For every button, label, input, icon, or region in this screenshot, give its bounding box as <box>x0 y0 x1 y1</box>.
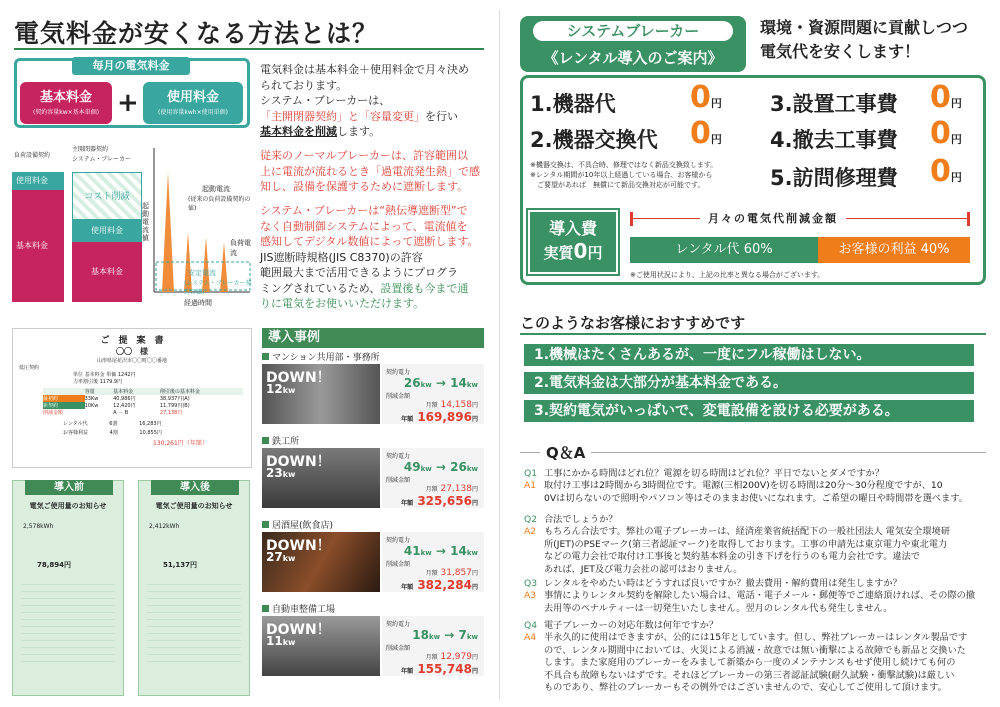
cost-item <box>770 124 898 154</box>
yen-unit: 円 <box>950 171 962 184</box>
case-label: マンション共用部・事務所 <box>262 352 484 364</box>
paragraph-line: 範囲最大まで活用できるようにプログラ <box>260 266 458 279</box>
proposal-cell: 10,855円 <box>139 430 162 436</box>
kw-to: 14 <box>450 544 467 558</box>
down-kw-value: 27 <box>266 550 283 564</box>
proposal-cell: 12,420円 <box>113 403 136 409</box>
down-label: DOWN！ <box>266 454 331 470</box>
question-text: 電子ブレーカーの対応年数は何年ですか？ <box>544 620 719 631</box>
cost-value <box>690 80 722 115</box>
monthly-cut-label: 月々の電気代削減金額 <box>700 210 846 226</box>
paragraph-text: ミングされているため、 <box>260 281 381 295</box>
eco-line1: 環境・資源問題に貢献しつつ <box>760 18 969 37</box>
usage-fee-pill <box>143 82 243 124</box>
case-info <box>382 364 484 424</box>
proposal-cell: 基本料金 <box>84 372 105 378</box>
case-item <box>262 436 484 508</box>
kw-unit: kw <box>420 381 432 389</box>
intro-real-label: 実質 <box>543 244 574 262</box>
reduction-label: 削減金額 <box>386 393 411 400</box>
year-label: 年額 <box>401 584 414 591</box>
load-current-label: 負荷電流 <box>230 239 251 257</box>
month-value: 31,857 <box>440 568 472 578</box>
proposal-table <box>43 388 243 416</box>
down-label: DOWN！ <box>266 622 331 638</box>
q-key: Q4 <box>524 620 538 631</box>
case-info <box>382 616 484 676</box>
q-key: Q1 <box>524 468 538 479</box>
proposal-annual: 130,261円 <box>153 440 184 447</box>
proposal-cell: 11,799円(B) <box>159 403 190 409</box>
diagram-col1-label: 負荷設備契約 <box>14 152 51 159</box>
down-label: DOWN！ <box>266 370 331 386</box>
case-item <box>262 604 484 676</box>
case-label: 居酒屋(飲食店) <box>262 520 484 532</box>
answer-line: 0Vは切らないので照明やパソコン等はそのままお使いになれます。ご希望の曜日や時間帯を選べます。 <box>544 492 968 504</box>
intro-fee-box <box>528 210 618 274</box>
question-text: レンタルをやめたい時はどうすれば良いですか？撤去費用・解約費用は発生しますか？ <box>544 578 902 589</box>
note-line: ご要望があれば 無償にて新品交換対応が可能です。 <box>530 181 705 189</box>
rental-share-bar: レンタル代 60% <box>630 237 818 263</box>
bill-before-tag: 導入前 <box>25 480 113 495</box>
bill-after <box>138 480 250 696</box>
proposal-cell: 最初約 <box>43 395 85 402</box>
down-kw-unit: kw <box>282 386 296 395</box>
paragraph-line: 感知してデジタル数値によって遮断します。 <box>260 235 479 248</box>
reduction-label: 削減金額 <box>386 561 411 568</box>
proposal-document <box>12 328 252 468</box>
recommend-item: 3.契約電気がいっぱいで、変電設備を設ける必要がある。 <box>524 400 974 422</box>
recommend-rule <box>520 333 986 335</box>
answer-line: ので、レンタル期間中においては、火災による消滅・故意では無い衝撃による故障でも新品と交換いた <box>544 644 966 656</box>
proposal-cell: 削減金額 <box>43 410 64 416</box>
proposal-address: 山形県尾花沢市〇〇町〇〇番地 <box>96 358 167 364</box>
monthly-cut-header <box>630 208 970 230</box>
answer-line: などの電力会社で取付け工事後と契約基本料金の引き下げを行うのも電力会社です。違法で <box>544 551 920 563</box>
proposal-header: 容量 <box>84 389 95 395</box>
eco-heading <box>760 16 968 64</box>
proposal-cell: 27,138円 <box>159 410 183 416</box>
kw-arrow: → <box>435 376 446 390</box>
proposal-header: 削引後の基本料金 <box>159 389 200 395</box>
startup-axis-label: 起動電流値 <box>142 202 149 242</box>
answer-line: 事情によりレンタル契約を解除したい場合は、電話・電子メール・郵便等でご連絡頂ければ、その際の撤 <box>544 590 976 602</box>
proposal-name: 〇〇 様 <box>116 347 148 356</box>
proposal-annual-unit: （年額） <box>183 440 208 447</box>
case-label: 自動車整備工場 <box>262 604 484 616</box>
intro-text: を行い <box>425 109 458 123</box>
case-label: 鉄工所 <box>262 436 484 448</box>
kw-from: 18 <box>412 628 429 642</box>
intro-red-text: 「主開閉器契約」と「容量変更」 <box>260 109 425 123</box>
question-text: 合法でしょうか？ <box>544 514 618 525</box>
qa-item-3 <box>524 578 984 615</box>
badge-line1: システムブレーカー <box>533 21 733 41</box>
case-photo <box>262 616 478 676</box>
cost-label: 2.機器交換代 <box>530 128 658 152</box>
intro-yen: 円 <box>587 244 603 262</box>
yen-unit: 円 <box>471 486 478 493</box>
answer-line: 去用等のペナルティーは一切発生いたしません。翌月のレンタル代も発生しません。 <box>544 602 893 614</box>
ratio-note: ※ご使用状況により、上記の比率と異なる場合がございます。 <box>630 271 825 279</box>
kw-arrow: → <box>435 460 446 474</box>
zero-value: 0 <box>690 116 711 151</box>
answer-line: あれば、JET及び電力会社の認可はおりません。 <box>544 563 743 575</box>
year-label: 年額 <box>401 500 414 507</box>
q-key: Q2 <box>524 514 538 525</box>
case-photo <box>262 448 478 508</box>
yen-unit: 円 <box>471 584 478 591</box>
startup-current-sub: (従来の負荷設備契約の値) <box>188 196 251 212</box>
title-rule <box>14 48 484 50</box>
down-kw-value: 12 <box>266 382 283 396</box>
profit-share-bar: お客様の利益 40% <box>818 237 970 263</box>
proposal-cell: 38,937円(A) <box>159 396 190 402</box>
month-label: 月額 <box>425 402 438 409</box>
a-key: A1 <box>524 480 537 492</box>
safe-current-label: 安定電流 <box>188 269 216 277</box>
kw-from: 26 <box>403 376 421 390</box>
case-photo <box>262 532 478 592</box>
normal-breaker-paragraph <box>260 148 490 195</box>
cost-label: 3.設置工事費 <box>770 92 898 116</box>
proposal-cell: 10Kw <box>84 402 99 409</box>
system-breaker-paragraph <box>260 203 490 312</box>
zero-value: 0 <box>690 80 711 115</box>
kw-to: 26 <box>450 460 467 474</box>
intro-line: 電気料金は基本料金＋使用料金で月々決め <box>260 63 469 76</box>
cost-item <box>770 162 898 192</box>
cost-value <box>930 116 962 151</box>
note-line: ※レンタル期間が10年以上経過している場合、お客様から <box>530 171 713 179</box>
yen-unit: 円 <box>950 97 962 110</box>
zero-value: 0 <box>930 116 951 151</box>
bill-after-tag: 導入後 <box>151 480 239 495</box>
kw-arrow: → <box>435 544 446 558</box>
case-info <box>382 532 484 592</box>
yen-unit: 円 <box>950 133 962 146</box>
down-kw-value: 23 <box>266 466 283 480</box>
intro-line: られております。 <box>260 78 348 92</box>
proposal-title: ご 提 案 書 <box>100 336 164 346</box>
answer-line: 取付け工事は2時間から3時間位です。電源(三相200V)を切る時間は20分～30分程度ですが、10 <box>544 480 943 492</box>
year-label: 年額 <box>401 668 414 675</box>
cost-label: 4.撤去工事費 <box>770 128 898 152</box>
kw-unit: kw <box>420 549 432 557</box>
reduction-label: 削減金額 <box>386 645 411 652</box>
time-axis-label: 経過時間 <box>184 299 212 307</box>
diagram-basic-block-2: 基本料金 <box>72 242 142 302</box>
contract-label: 契約電力 <box>386 453 411 460</box>
diagram-col2a-label: 主開閉器契約 <box>72 146 109 153</box>
year-value: 382,284 <box>417 578 472 592</box>
yen-unit: 円 <box>471 570 478 577</box>
a-key: A3 <box>524 590 537 602</box>
answer-line: 所(JET)のPSEマーク(第三者認証マーク)を取得しております。工事の申請先は東京電力や東北電力 <box>544 538 948 550</box>
diagram-basic-block: 基本料金 <box>12 190 64 302</box>
month-label: 月額 <box>425 654 438 661</box>
kw-unit: kw <box>466 381 478 389</box>
case-item <box>262 352 484 424</box>
yen-unit: 円 <box>471 500 478 507</box>
down-label: DOWN！ <box>266 538 331 554</box>
zero-value: 0 <box>930 80 951 115</box>
cases-heading: 導入事例 <box>262 328 484 348</box>
yen-unit: 円 <box>471 402 478 409</box>
system-breaker-badge <box>520 16 746 72</box>
qa-heading: Q＆A <box>540 442 591 463</box>
answer-line: します。また家庭用のブレーカーをみまして新築から一度のメンテナンスもせず使用し続けても何の <box>544 657 956 669</box>
qa-item-2 <box>524 514 984 576</box>
diagram-usage-block: 使用料金 <box>12 172 64 190</box>
kw-from: 49 <box>403 460 421 474</box>
cost-value <box>690 116 722 151</box>
yen-unit: 円 <box>710 133 722 146</box>
cost-item <box>530 88 616 118</box>
kw-unit: kw <box>420 465 432 473</box>
intro-paragraph <box>260 62 490 140</box>
column-divider <box>499 10 500 700</box>
eco-line2: 電気代を安くします！ <box>760 42 921 61</box>
qa-item-1 <box>524 468 984 505</box>
proposal-cell: 6割 <box>109 421 118 427</box>
yen-unit: 円 <box>471 416 478 423</box>
startup-current-label: 起動電流 <box>202 185 230 193</box>
yen-unit: 円 <box>471 668 478 675</box>
proposal-cell: 4割 <box>109 430 118 436</box>
bill-title: 電気ご使用量のお知らせ <box>155 502 233 510</box>
year-value: 155,748 <box>417 662 472 676</box>
paragraph-green-text: 設置後も今まで通 <box>380 281 469 295</box>
paragraph-line: なく自動制御システムによって、電流値を <box>260 219 468 233</box>
breaker-comparison-diagram <box>12 142 252 310</box>
bill-before <box>12 480 124 696</box>
question-text: 工事にかかる時間はどれ位？電源を切る時間はどれ位？平日でないとダメですか？ <box>544 468 884 479</box>
basic-fee-pill <box>20 82 112 124</box>
recommend-item: 1.機械はたくさんあるが、一度にフル稼働はしない。 <box>524 344 974 366</box>
bill-kwh: 2,412kWh <box>149 523 180 530</box>
paragraph-line: システム・ブレーカーは“熱伝導遮断型”で <box>260 204 468 217</box>
kw-arrow: → <box>444 628 455 642</box>
a-key: A4 <box>524 632 537 644</box>
down-kw-value: 11 <box>266 634 283 648</box>
page-title: 電気料金が安くなる方法とは？ <box>14 19 379 48</box>
intro-zero: 0 <box>573 239 588 263</box>
answer-line: ものであり、弊社のブレーカーもその例外ではございませんので、安心してご使用して頂けます。 <box>544 682 947 694</box>
proposal-cell: 単価 <box>106 372 117 378</box>
proposal-cell: 40,986円 <box>113 396 136 402</box>
case-photo <box>262 364 478 424</box>
kw-unit: kw <box>466 633 478 641</box>
intro-line: システム・ブレーカーは、 <box>260 94 391 107</box>
proposal-cell: A － B <box>113 410 129 416</box>
note-line: ※機器交換は、不具合時、修理ではなく新品交換致します。 <box>530 161 718 169</box>
proposal-cell: お客様利益 <box>63 430 89 436</box>
bill-amount: 51,137円 <box>163 561 198 569</box>
case-info <box>382 448 484 508</box>
paragraph-line: JIS遮断時規格(JIS C8370)の許容 <box>260 250 423 264</box>
paragraph-line: 知し、設備を保護するために遮断します。 <box>260 180 469 193</box>
badge-line2: 《レンタル導入のご案内》 <box>543 49 723 67</box>
contract-label: 契約電力 <box>386 537 411 544</box>
q-key: Q3 <box>524 578 538 589</box>
proposal-cell: レンタル代 <box>63 421 88 427</box>
year-value: 169,896 <box>417 410 472 424</box>
intro-fee-label: 導入費 <box>548 219 597 238</box>
answer-line: 半永久的に使用はできますが、公的には15年としています。但し、弊社ブレーカーはレンタル製品です <box>544 632 968 644</box>
proposal-cell: 力率割引後 <box>73 379 99 385</box>
contract-label: 契約電力 <box>386 369 411 376</box>
kw-to: 14 <box>450 376 467 390</box>
diagram-usage-block-2: 使用料金 <box>72 220 142 242</box>
cost-value <box>930 80 962 115</box>
cost-label: 1.機器代 <box>530 92 616 116</box>
answer-line: 不具合も故障もないはずです。それほどブレーカーの第三者認証試験(耐久試験・衝撃試験)は厳しい <box>544 669 955 681</box>
diagram-cost-cut: コスト削減 <box>72 172 142 220</box>
cost-label: 5.訪問修理費 <box>770 166 898 190</box>
down-kw-unit: kw <box>282 470 296 479</box>
paragraph-line: 上に電流が流れるとき「過電流発生熱」で感 <box>260 164 480 178</box>
recommend-item: 2.電気料金は大部分が基本料金である。 <box>524 372 974 394</box>
proposal-cell: 16,283円 <box>139 421 162 427</box>
answer-line: もちろん合法です。弊社の電子ブレーカーは、経済産業省統括配下の一般社団法人 電気安全環境研 <box>544 526 950 538</box>
down-kw-unit: kw <box>282 638 296 647</box>
paragraph-line: 従来のノーマルブレーカーは、許容範囲以 <box>260 149 469 162</box>
intro-text: します。 <box>337 125 381 138</box>
usage-fee-label: 使用料金 <box>166 90 219 105</box>
bill-kwh: 2,578kWh <box>23 523 54 530</box>
year-label: 年額 <box>401 416 414 423</box>
year-value: 325,656 <box>417 494 472 508</box>
usage-fee-formula: (使用容量kwh×使用単価) <box>158 109 228 116</box>
qa-item-4 <box>524 620 984 694</box>
bill-amount: 78,894円 <box>37 561 72 569</box>
month-value: 12,979 <box>440 652 472 662</box>
paragraph-line: りに電気をお使いいただけます。 <box>260 297 425 310</box>
yen-unit: 円 <box>710 97 722 110</box>
kw-to: 7 <box>458 628 467 642</box>
proposal-contract: 低圧契約 <box>19 365 40 371</box>
month-value: 27,138 <box>440 484 472 494</box>
proposal-header: 基本料金 <box>113 389 134 395</box>
a-key: A2 <box>524 526 537 538</box>
monthly-fee-heading: 毎月の電気料金 <box>72 57 190 75</box>
cost-value <box>930 154 962 189</box>
yen-unit: 円 <box>471 654 478 661</box>
proposal-cell: 単位 <box>73 372 84 378</box>
kw-unit: kw <box>428 633 441 641</box>
month-label: 月額 <box>425 486 438 493</box>
basic-fee-label: 基本料金 <box>39 90 92 105</box>
proposal-cell: 新契約 <box>43 402 85 409</box>
cost-item <box>530 124 658 154</box>
down-kw-unit: kw <box>282 554 296 563</box>
month-label: 月額 <box>425 570 438 577</box>
intro-underline-text: 基本料金を削減 <box>260 125 337 138</box>
contract-label: 契約電力 <box>386 621 411 628</box>
reduction-label: 削減金額 <box>386 477 411 484</box>
zero-value: 0 <box>930 154 951 189</box>
basic-fee-formula: (契約容量kw×基本単価) <box>32 109 100 116</box>
cost-item <box>770 88 898 118</box>
kw-unit: kw <box>466 465 478 473</box>
cost-notes <box>530 160 760 190</box>
diagram-col2b-label: システム・ブレーカー <box>72 156 132 163</box>
month-value: 14,158 <box>440 400 472 410</box>
proposal-cell: 33Kw <box>84 395 99 402</box>
case-item <box>262 520 484 592</box>
kw-unit: kw <box>466 549 478 557</box>
proposal-cell: 1179.9円 <box>99 379 123 385</box>
bill-title: 電気ご使用量のお知らせ <box>29 502 107 510</box>
proposal-cell: 1242円 <box>117 372 136 378</box>
safe-current-sub: (システム・ブレーカー契約の値) <box>184 280 252 296</box>
kw-from: 41 <box>403 544 421 558</box>
plus-sign: + <box>117 88 139 118</box>
recommend-heading: このようなお客様におすすめです <box>520 314 746 332</box>
